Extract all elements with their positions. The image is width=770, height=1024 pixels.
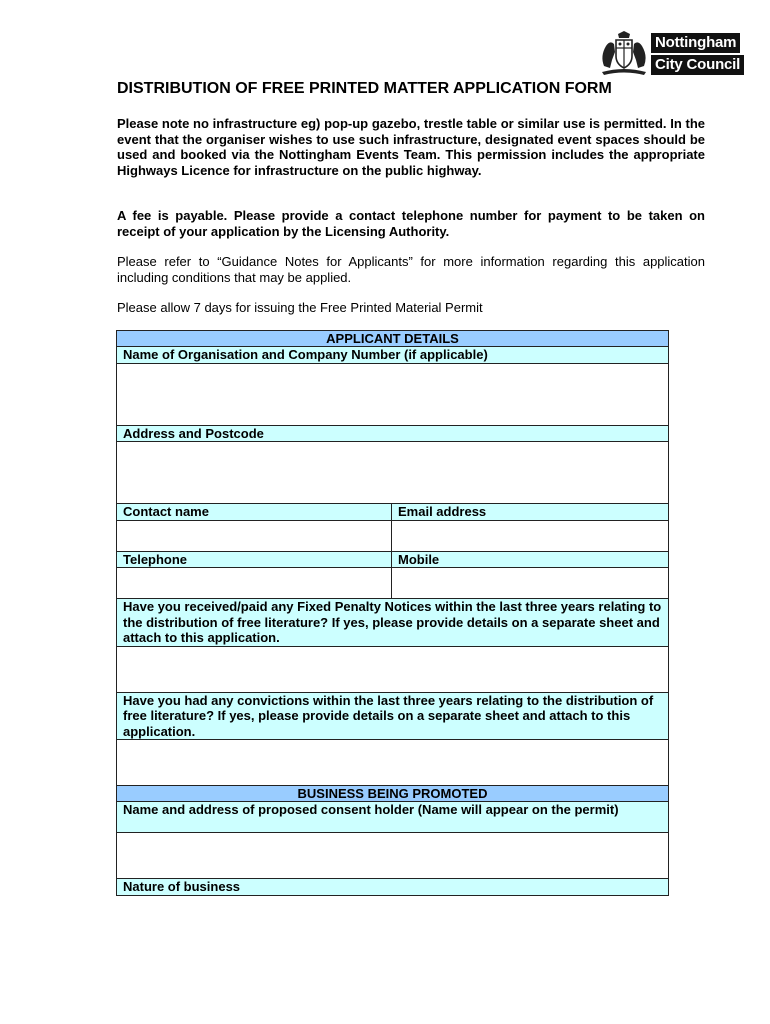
address-field[interactable] xyxy=(117,442,669,504)
organisation-field[interactable] xyxy=(117,363,669,425)
application-form-table xyxy=(116,330,669,896)
email-field[interactable] xyxy=(392,520,669,551)
applicant-details-header: APPLICANT DETAILS xyxy=(117,331,669,347)
logo-line-1: Nottingham xyxy=(651,33,740,53)
organisation-label: Name of Organisation and Company Number (if applicable) xyxy=(117,347,669,364)
mobile-label: Mobile xyxy=(392,551,669,568)
fee-note: A fee is payable. Please provide a contact telephone number for payment to be taken on receipt of your application by the Licensing Authority. xyxy=(117,208,705,239)
nottingham-city-council-logo xyxy=(598,30,748,76)
telephone-label: Telephone xyxy=(117,551,392,568)
telephone-field[interactable] xyxy=(117,568,392,599)
coat-of-arms-icon xyxy=(598,30,650,76)
nature-of-business-label: Nature of business xyxy=(117,879,669,896)
penalty-notices-question: Have you received/paid any Fixed Penalty Notices within the last three years relating to the distribution of free literature? If yes, please provide details on a separate sheet and attach to this application. xyxy=(117,599,669,647)
convictions-field[interactable] xyxy=(117,740,669,786)
email-label: Email address xyxy=(392,504,669,521)
contact-name-field[interactable] xyxy=(117,520,392,551)
form-title: DISTRIBUTION OF FREE PRINTED MATTER APPLICATION FORM xyxy=(117,80,612,97)
convictions-question: Have you had any convictions within the last three years relating to the distribution of free literature? If yes, please provide details on a separate sheet and attach to this application. xyxy=(117,692,669,740)
infrastructure-note: Please note no infrastructure eg) pop-up gazebo, trestle table or similar use is permitted. In the event that the organiser wishes to use such infrastructure, designated event spaces should be used and booked via the Nottingham Events Team. This permission includes the appropriate Highways Licence for infrastructure on the public highway. xyxy=(117,116,705,178)
consent-holder-field[interactable] xyxy=(117,833,669,879)
address-label: Address and Postcode xyxy=(117,425,669,442)
consent-holder-label: Name and address of proposed consent holder (Name will appear on the permit) xyxy=(117,802,669,833)
guidance-note: Please refer to “Guidance Notes for Applicants” for more information regarding this application including conditions that may be applied. xyxy=(117,254,705,285)
permit-timing-note: Please allow 7 days for issuing the Free Printed Material Permit xyxy=(117,300,483,315)
mobile-field[interactable] xyxy=(392,568,669,599)
logo-line-2: City Council xyxy=(651,55,744,75)
business-promoted-header: BUSINESS BEING PROMOTED xyxy=(117,786,669,802)
penalty-notices-field[interactable] xyxy=(117,646,669,692)
contact-name-label: Contact name xyxy=(117,504,392,521)
